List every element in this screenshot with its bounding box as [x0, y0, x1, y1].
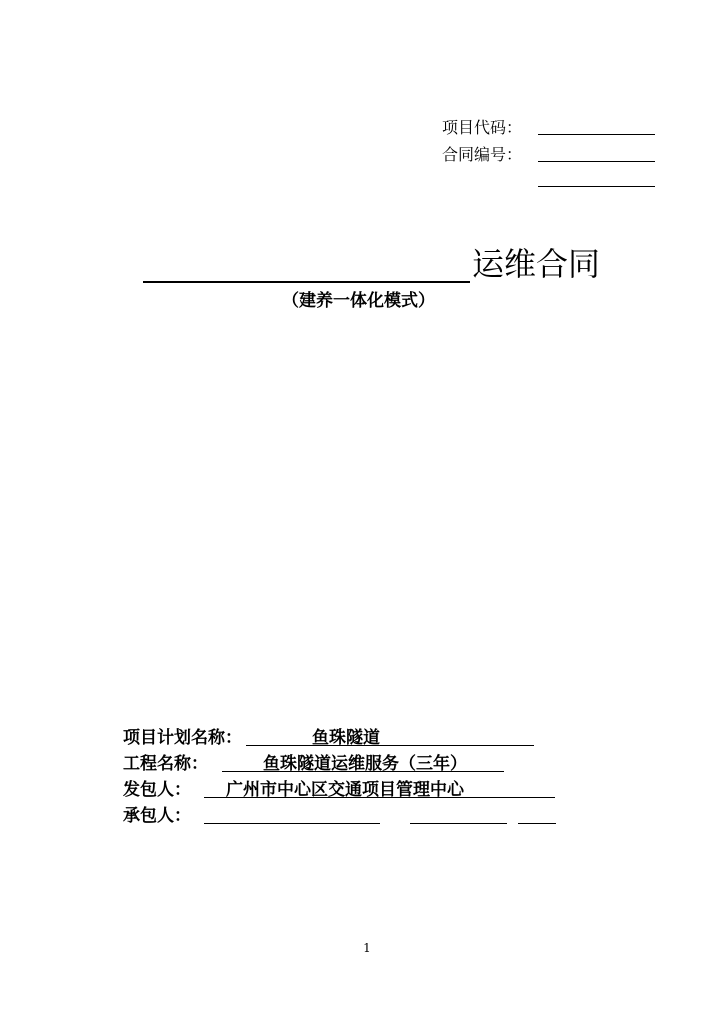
project-code-row: [442, 118, 522, 138]
contractor-field: [123, 805, 191, 827]
contract-no-row: [442, 145, 522, 165]
document-title: 运维合同: [472, 245, 601, 283]
engineering-field: [123, 753, 208, 775]
issuer-value: 广州市中心区交通项目管理中心: [226, 780, 464, 800]
extra-code-blank: [538, 186, 655, 187]
engineering-value: 鱼珠隧道运维服务（三年）: [263, 754, 467, 774]
issuer-field: [123, 779, 191, 801]
contractor-underline-1: [204, 823, 380, 824]
project-plan-label: 项目计划名称：: [123, 728, 242, 748]
page-number: 1: [363, 941, 371, 955]
project-plan-value: 鱼珠隧道: [312, 728, 380, 748]
title-blank-line: [143, 281, 470, 283]
document-subtitle: （建养一体化模式）: [282, 291, 435, 311]
issuer-label: 发包人：: [123, 780, 191, 800]
engineering-underline: [222, 771, 504, 772]
project-plan-field: [123, 727, 242, 749]
contractor-underline-3: [518, 823, 556, 824]
project-code-blank: [538, 134, 655, 135]
contractor-underline-2: [410, 823, 507, 824]
contract-no-label: 合同编号：: [442, 145, 523, 164]
project-code-label: 项目代码：: [442, 118, 523, 137]
project-plan-underline: [246, 745, 534, 746]
issuer-underline: [204, 797, 555, 798]
contract-no-blank: [538, 161, 655, 162]
contractor-label: 承包人：: [123, 806, 191, 826]
engineering-label: 工程名称：: [123, 754, 208, 774]
